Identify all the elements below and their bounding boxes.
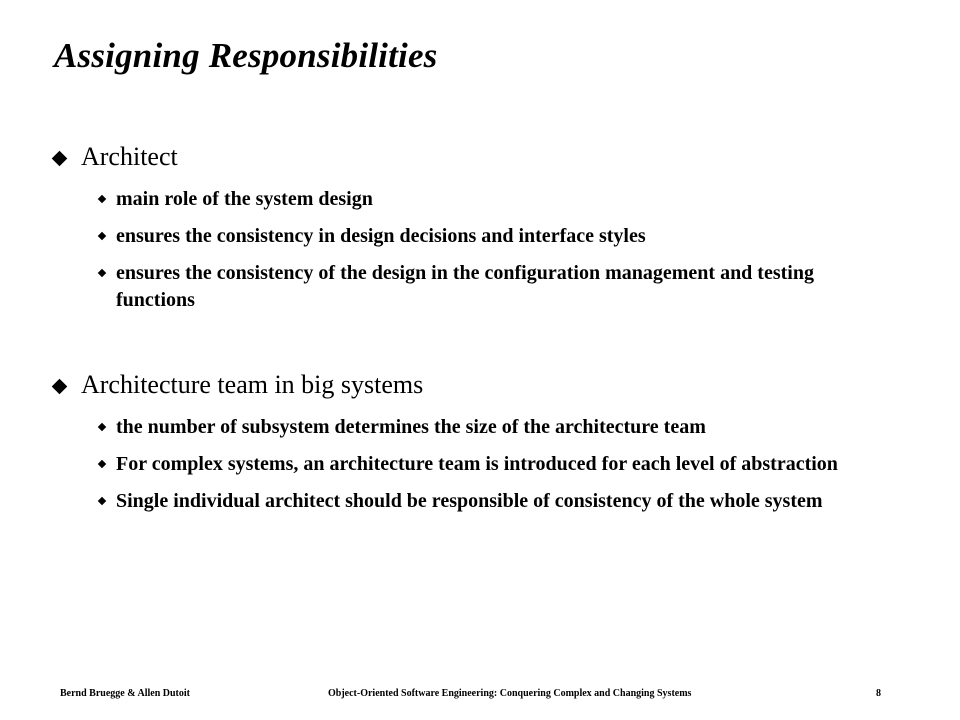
list-item	[50, 186, 910, 213]
list-item	[50, 223, 910, 250]
section-architect	[50, 140, 910, 324]
section-heading	[50, 140, 910, 174]
small-diamond-bullet-icon	[98, 195, 106, 203]
small-diamond-bullet-icon	[98, 460, 106, 468]
sub-bullet-list	[50, 414, 910, 515]
list-item-text: ensures the consistency of the design in the configuration management and testing functions	[116, 262, 814, 311]
section-heading-text: Architecture team in big systems	[81, 370, 424, 399]
small-diamond-bullet-icon	[98, 232, 106, 240]
section-heading-text: Architect	[81, 142, 178, 171]
list-item	[50, 488, 910, 515]
footer-authors: Bernd Bruegge & Allen Dutoit	[60, 688, 190, 699]
diamond-bullet-icon	[52, 378, 68, 394]
list-item	[50, 451, 910, 478]
sub-bullet-list	[50, 186, 910, 314]
list-item-text: ensures the consistency in design decisions and interface styles	[116, 225, 646, 247]
list-item-text: main role of the system design	[116, 188, 373, 210]
list-item-text: the number of subsystem determines the size of the architecture team	[116, 416, 706, 438]
list-item-text: Single individual architect should be responsible of consistency of the whole system	[116, 490, 823, 512]
section-heading	[50, 368, 910, 402]
section-architecture-team	[50, 368, 910, 525]
list-item-text: For complex systems, an architecture team is introduced for each level of abstraction	[116, 453, 838, 475]
small-diamond-bullet-icon	[98, 423, 106, 431]
list-item	[50, 260, 910, 314]
small-diamond-bullet-icon	[98, 497, 106, 505]
slide-footer	[0, 688, 960, 704]
diamond-bullet-icon	[52, 150, 68, 166]
footer-page-number: 8	[876, 688, 881, 699]
footer-book-title: Object-Oriented Software Engineering: Conquering Complex and Changing Systems	[328, 688, 692, 699]
small-diamond-bullet-icon	[98, 269, 106, 277]
slide-title: Assigning Responsibilities	[54, 36, 438, 75]
list-item	[50, 414, 910, 441]
